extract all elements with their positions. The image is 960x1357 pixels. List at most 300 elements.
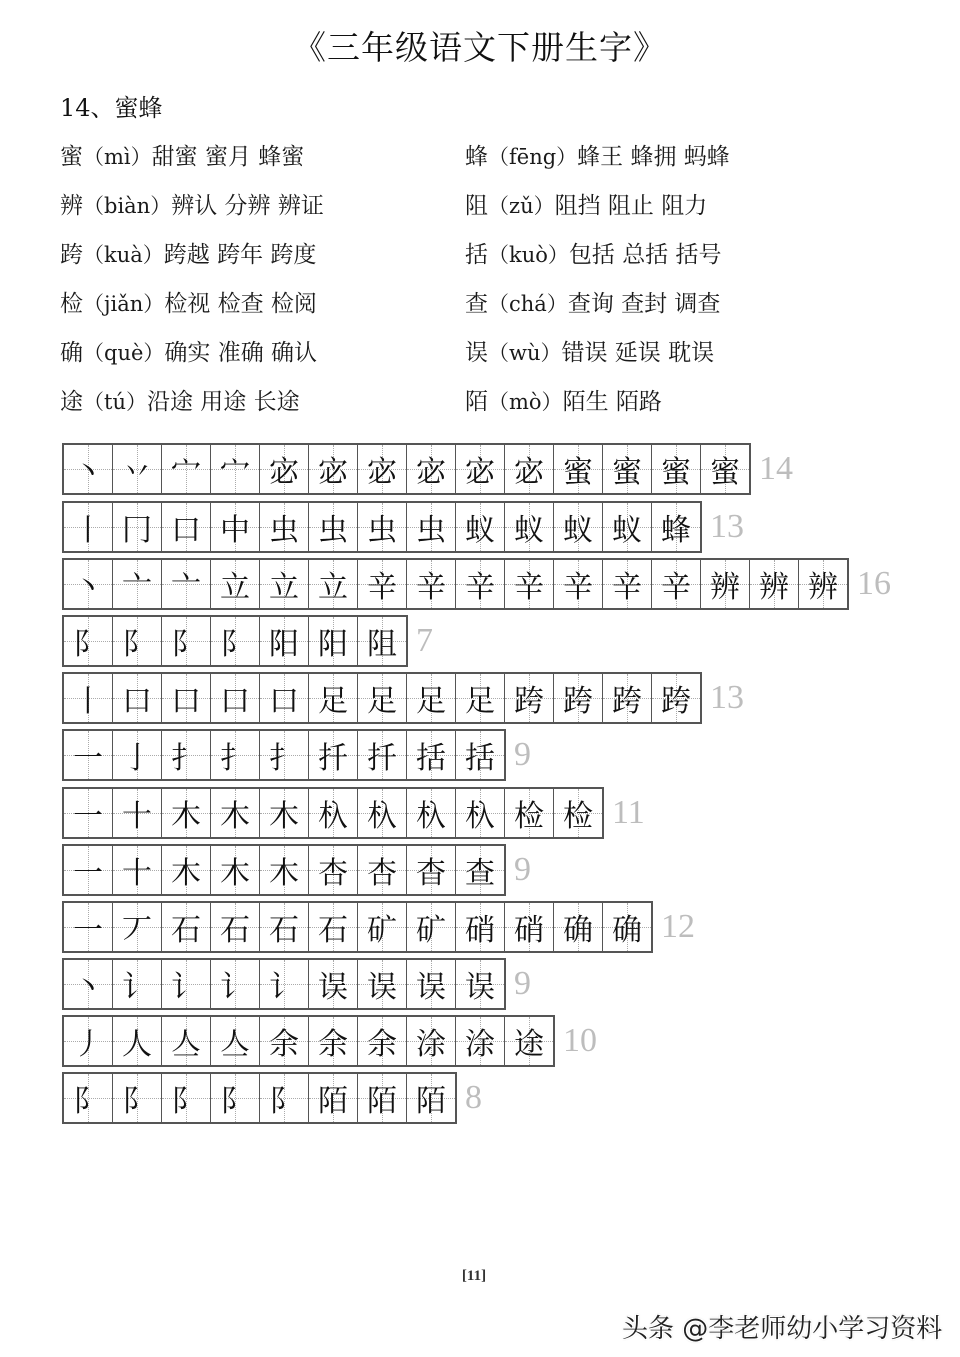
stroke-glyph: 中: [220, 513, 250, 548]
tianzige-cells: [62, 901, 653, 953]
vocab-entry: [60, 285, 317, 318]
stroke-glyph: 一: [73, 913, 103, 948]
stroke-glyph: 足: [465, 684, 495, 719]
stroke-cell: [309, 903, 358, 951]
stroke-cell: [162, 560, 211, 608]
stroke-cell: [456, 445, 505, 493]
stroke-glyph: 误: [318, 970, 348, 1005]
stroke-glyph: 跨: [563, 684, 593, 719]
vocab-words: 包括 总括 括号: [568, 242, 722, 268]
stroke-cell: [162, 789, 211, 837]
stroke-glyph: 亠: [171, 570, 201, 605]
stroke-cell: [309, 674, 358, 722]
stroke-glyph: 木: [220, 856, 250, 891]
stroke-glyph: 阝: [171, 1084, 201, 1119]
stroke-glyph: 石: [171, 913, 201, 948]
stroke-glyph: 宓: [416, 455, 446, 490]
stroke-cell: [162, 617, 211, 665]
vocab-char: 蜜: [60, 144, 83, 170]
stroke-cell: [260, 1074, 309, 1122]
stroke-glyph: 一: [73, 799, 103, 834]
stroke-cell: [260, 560, 309, 608]
stroke-cell: [505, 789, 554, 837]
stroke-glyph: 足: [367, 684, 397, 719]
stroke-cell: [309, 1017, 358, 1065]
vocab-char: 跨: [60, 242, 83, 268]
stroke-cell: [64, 789, 113, 837]
stroke-cell: [211, 846, 260, 894]
watermark: 头条 @李老师幼小学习资料: [622, 1314, 943, 1344]
stroke-cell: [113, 445, 162, 493]
stroke-glyph: 木: [171, 856, 201, 891]
stroke-glyph: 虫: [318, 513, 348, 548]
stroke-glyph: 蚁: [465, 513, 495, 548]
stroke-glyph: 辛: [661, 570, 691, 605]
stroke-row: [62, 616, 433, 666]
stroke-glyph: 宓: [269, 455, 299, 490]
stroke-cell: [113, 503, 162, 551]
stroke-cell: [799, 560, 847, 608]
stroke-cell: [162, 960, 211, 1008]
stroke-cell: [358, 1017, 407, 1065]
vocab-words: 辨认 分辨 辨证: [171, 193, 324, 219]
stroke-glyph: 余: [367, 1027, 397, 1062]
stroke-cell: [358, 1074, 407, 1122]
stroke-cell: [358, 674, 407, 722]
stroke-glyph: 检: [563, 799, 593, 834]
stroke-glyph: 虫: [367, 513, 397, 548]
stroke-cell: [554, 560, 603, 608]
stroke-cell: [260, 903, 309, 951]
stroke-cell: [309, 789, 358, 837]
stroke-glyph: 一: [73, 856, 103, 891]
stroke-glyph: 虫: [416, 513, 446, 548]
stroke-cell: [456, 731, 504, 779]
stroke-cell: [162, 903, 211, 951]
vocab-words: 确实 准确 确认: [164, 340, 318, 366]
stroke-glyph: 讠: [269, 970, 299, 1005]
vocab-pinyin: （mì）: [83, 145, 152, 169]
stroke-glyph: 蜜: [661, 455, 691, 490]
stroke-cell: [407, 560, 456, 608]
stroke-glyph: 立: [318, 570, 348, 605]
stroke-cell: [64, 617, 113, 665]
vocab-entry: [465, 138, 730, 171]
stroke-cell: [64, 1074, 113, 1122]
vocab-words: 检视 检查 检阅: [164, 291, 317, 317]
stroke-glyph: 查: [465, 856, 495, 891]
stroke-count: 16: [857, 565, 891, 602]
stroke-glyph: 蜂: [661, 513, 691, 548]
stroke-count: 9: [514, 851, 531, 888]
stroke-cell: [64, 731, 113, 779]
stroke-cell: [456, 560, 505, 608]
stroke-row: [62, 444, 793, 494]
stroke-glyph: 跨: [612, 684, 642, 719]
stroke-glyph: 辛: [612, 570, 642, 605]
stroke-glyph: 宀: [171, 455, 201, 490]
stroke-glyph: 口: [171, 684, 201, 719]
stroke-glyph: 宓: [465, 455, 495, 490]
stroke-glyph: 十: [122, 856, 152, 891]
vocab-char: 括: [465, 242, 488, 268]
stroke-glyph: 杁: [367, 799, 397, 834]
stroke-glyph: 口: [122, 684, 152, 719]
stroke-glyph: 足: [416, 684, 446, 719]
stroke-cell: [64, 846, 113, 894]
stroke-cell: [162, 445, 211, 493]
stroke-glyph: 余: [269, 1027, 299, 1062]
stroke-cell: [260, 674, 309, 722]
stroke-cell: [505, 1017, 553, 1065]
stroke-cell: [211, 960, 260, 1008]
page-number: [11]: [461, 1268, 487, 1284]
stroke-glyph: 丨: [73, 513, 103, 548]
vocab-char: 误: [465, 340, 488, 366]
stroke-glyph: 陌: [318, 1084, 348, 1119]
stroke-cell: [260, 731, 309, 779]
vocab-words: 查询 查封 调查: [567, 291, 721, 317]
stroke-cell: [358, 903, 407, 951]
stroke-glyph: 括: [465, 741, 495, 776]
stroke-cell: [701, 445, 749, 493]
stroke-glyph: 涂: [416, 1027, 446, 1062]
stroke-glyph: 蜜: [563, 455, 593, 490]
vocab-entry: [465, 383, 662, 416]
stroke-glyph: 辛: [563, 570, 593, 605]
stroke-glyph: 丶: [73, 970, 103, 1005]
vocab-entry: [465, 236, 722, 269]
stroke-cell: [456, 960, 504, 1008]
vocab-char: 确: [60, 340, 83, 366]
stroke-row: [62, 959, 531, 1009]
stroke-count: 13: [710, 508, 744, 545]
vocab-words: 甜蜜 蜜月 蜂蜜: [151, 144, 305, 170]
stroke-cell: [309, 846, 358, 894]
vocab-words: 错误 延误 耽误: [561, 340, 715, 366]
stroke-cell: [456, 846, 504, 894]
stroke-glyph: 阝: [73, 1084, 103, 1119]
stroke-cell: [113, 960, 162, 1008]
stroke-glyph: 扌: [220, 741, 250, 776]
stroke-glyph: 讠: [171, 970, 201, 1005]
vocab-pinyin: （fēng）: [488, 145, 578, 169]
stroke-cell: [113, 731, 162, 779]
stroke-cell: [407, 731, 456, 779]
vocab-words: 跨越 跨年 跨度: [163, 242, 317, 268]
stroke-cell: [211, 503, 260, 551]
stroke-glyph: 阝: [220, 627, 250, 662]
stroke-glyph: 检: [514, 799, 544, 834]
stroke-glyph: 辨: [759, 570, 789, 605]
vocab-pinyin: （biàn）: [83, 194, 172, 218]
stroke-glyph: 虫: [269, 513, 299, 548]
stroke-cell: [162, 846, 211, 894]
stroke-cell: [407, 903, 456, 951]
stroke-cell: [113, 846, 162, 894]
vocab-pinyin: （chá）: [488, 292, 568, 316]
stroke-row: [62, 502, 744, 552]
stroke-cell: [211, 903, 260, 951]
page-title: 《三年级语文下册生字》: [293, 28, 667, 67]
stroke-glyph: 矿: [416, 913, 446, 948]
stroke-cell: [211, 617, 260, 665]
stroke-glyph: 蚁: [563, 513, 593, 548]
vocab-entry: [465, 187, 707, 220]
stroke-glyph: 蚁: [514, 513, 544, 548]
stroke-cell: [554, 674, 603, 722]
stroke-cell: [162, 674, 211, 722]
stroke-cell: [456, 1017, 505, 1065]
stroke-glyph: 阝: [122, 627, 152, 662]
stroke-glyph: 宓: [367, 455, 397, 490]
stroke-glyph: 宓: [318, 455, 348, 490]
stroke-glyph: 硝: [514, 913, 544, 948]
stroke-cell: [358, 789, 407, 837]
stroke-cell: [260, 503, 309, 551]
stroke-glyph: 阻: [367, 627, 397, 662]
tianzige-cells: [62, 672, 702, 724]
stroke-cell: [211, 1074, 260, 1122]
stroke-row: [62, 788, 645, 838]
stroke-cell: [64, 560, 113, 608]
stroke-glyph: 阝: [220, 1084, 250, 1119]
stroke-glyph: 辛: [465, 570, 495, 605]
stroke-cell: [64, 503, 113, 551]
stroke-count: 13: [710, 679, 744, 716]
stroke-cell: [358, 445, 407, 493]
vocab-char: 陌: [465, 389, 488, 415]
stroke-cell: [358, 731, 407, 779]
vocab-char: 辨: [60, 193, 83, 219]
stroke-glyph: 陌: [367, 1084, 397, 1119]
stroke-glyph: 辨: [808, 570, 838, 605]
stroke-cell: [211, 1017, 260, 1065]
stroke-cell: [64, 903, 113, 951]
stroke-count: 8: [465, 1079, 482, 1116]
vocab-entry: [60, 138, 304, 171]
vocab-words: 陌生 陌路: [562, 389, 662, 415]
stroke-glyph: 宀: [220, 455, 250, 490]
stroke-cell: [407, 1074, 455, 1122]
tianzige-cells: [62, 615, 408, 667]
stroke-glyph: 辛: [367, 570, 397, 605]
stroke-cell: [407, 674, 456, 722]
vocab-words: 蜂王 蜂拥 蚂蜂: [577, 144, 730, 170]
stroke-cell: [113, 789, 162, 837]
stroke-count: 14: [759, 450, 793, 487]
stroke-cell: [358, 960, 407, 1008]
vocab-pinyin: （wù）: [488, 341, 562, 365]
tianzige-cells: [62, 1015, 555, 1067]
vocab-pinyin: （kuò）: [488, 243, 569, 267]
stroke-glyph: 十: [122, 799, 152, 834]
stroke-cell: [407, 445, 456, 493]
vocab-char: 蜂: [465, 144, 488, 170]
stroke-cell: [162, 1074, 211, 1122]
stroke-row: [62, 1073, 482, 1123]
stroke-glyph: 误: [367, 970, 397, 1005]
stroke-glyph: 扌: [171, 741, 201, 776]
stroke-glyph: 陌: [416, 1084, 446, 1119]
stroke-glyph: 跨: [514, 684, 544, 719]
stroke-cell: [260, 445, 309, 493]
stroke-glyph: 矿: [367, 913, 397, 948]
stroke-row: [62, 1016, 597, 1066]
vocab-pinyin: （mò）: [488, 390, 563, 414]
stroke-glyph: 杏: [367, 856, 397, 891]
stroke-cell: [603, 503, 652, 551]
tianzige-cells: [62, 501, 702, 553]
stroke-cell: [309, 503, 358, 551]
stroke-cell: [309, 560, 358, 608]
stroke-cell: [456, 674, 505, 722]
stroke-cell: [554, 503, 603, 551]
stroke-cell: [603, 903, 651, 951]
stroke-glyph: 木: [220, 799, 250, 834]
vocab-pinyin: （jiǎn）: [83, 292, 165, 316]
stroke-glyph: 辛: [514, 570, 544, 605]
vocab-words: 阻挡 阻止 阻力: [554, 193, 708, 219]
stroke-cell: [211, 560, 260, 608]
stroke-cell: [211, 445, 260, 493]
stroke-cell: [652, 503, 700, 551]
stroke-cell: [113, 1017, 162, 1065]
stroke-cell: [407, 1017, 456, 1065]
stroke-glyph: 立: [220, 570, 250, 605]
vocab-char: 检: [60, 291, 83, 317]
tianzige-cells: [62, 787, 604, 839]
stroke-cell: [64, 1017, 113, 1065]
stroke-glyph: 宓: [514, 455, 544, 490]
stroke-glyph: 丆: [122, 913, 152, 948]
stroke-glyph: 确: [563, 913, 593, 948]
stroke-glyph: 途: [514, 1027, 544, 1062]
stroke-glyph: 亼: [220, 1027, 250, 1062]
stroke-count: 10: [563, 1022, 597, 1059]
stroke-glyph: 杳: [416, 856, 446, 891]
stroke-glyph: 蜜: [612, 455, 642, 490]
stroke-glyph: 杏: [318, 856, 348, 891]
stroke-row: [62, 730, 531, 780]
stroke-cell: [652, 674, 700, 722]
stroke-count: 11: [612, 794, 645, 831]
stroke-glyph: 阳: [318, 627, 348, 662]
vocab-entry: [465, 285, 720, 318]
vocab-char: 查: [465, 291, 488, 317]
stroke-glyph: 扦: [318, 741, 348, 776]
stroke-row: [62, 902, 695, 952]
stroke-glyph: 杁: [465, 799, 495, 834]
stroke-count: 7: [416, 622, 433, 659]
stroke-glyph: 足: [318, 684, 348, 719]
stroke-glyph: 确: [612, 913, 642, 948]
stroke-cell: [358, 846, 407, 894]
stroke-cell: [505, 903, 554, 951]
stroke-glyph: 扦: [367, 741, 397, 776]
vocab-entry: [60, 236, 316, 269]
vocab-char: 途: [60, 389, 83, 415]
stroke-cell: [211, 731, 260, 779]
stroke-glyph: 石: [318, 913, 348, 948]
stroke-cell: [407, 960, 456, 1008]
vocab-words: 沿途 用途 长途: [146, 389, 300, 415]
stroke-glyph: 丷: [122, 455, 152, 490]
stroke-row: [62, 673, 744, 723]
stroke-glyph: 冂: [122, 513, 152, 548]
stroke-row: [62, 559, 891, 609]
stroke-cell: [309, 1074, 358, 1122]
stroke-cell: [309, 617, 358, 665]
stroke-cell: [113, 903, 162, 951]
stroke-glyph: 误: [416, 970, 446, 1005]
stroke-glyph: 讠: [220, 970, 250, 1005]
stroke-glyph: 硝: [465, 913, 495, 948]
stroke-glyph: 丶: [73, 455, 103, 490]
stroke-cell: [554, 903, 603, 951]
vocab-pinyin: （tú）: [83, 390, 147, 414]
stroke-cell: [162, 731, 211, 779]
tianzige-cells: [62, 844, 506, 896]
stroke-cell: [407, 789, 456, 837]
stroke-glyph: 亼: [171, 1027, 201, 1062]
vocab-entry: [60, 334, 317, 367]
stroke-cell: [505, 503, 554, 551]
stroke-cell: [64, 674, 113, 722]
stroke-cell: [309, 731, 358, 779]
stroke-glyph: 涂: [465, 1027, 495, 1062]
stroke-glyph: 口: [220, 684, 250, 719]
stroke-glyph: 阝: [122, 1084, 152, 1119]
vocab-char: 阻: [465, 193, 488, 219]
stroke-glyph: 人: [122, 1027, 152, 1062]
stroke-glyph: 丨: [73, 684, 103, 719]
stroke-glyph: 一: [73, 741, 103, 776]
stroke-cell: [309, 960, 358, 1008]
stroke-glyph: 误: [465, 970, 495, 1005]
stroke-cell: [456, 789, 505, 837]
stroke-cell: [554, 789, 602, 837]
stroke-glyph: 丶: [73, 570, 103, 605]
stroke-cell: [456, 503, 505, 551]
stroke-glyph: 阳: [269, 627, 299, 662]
stroke-glyph: 蚁: [612, 513, 642, 548]
stroke-cell: [505, 674, 554, 722]
stroke-glyph: 余: [318, 1027, 348, 1062]
stroke-cell: [701, 560, 750, 608]
stroke-cell: [260, 960, 309, 1008]
stroke-cell: [260, 617, 309, 665]
stroke-glyph: 石: [220, 913, 250, 948]
stroke-cell: [64, 445, 113, 493]
stroke-cell: [505, 445, 554, 493]
stroke-cell: [162, 1017, 211, 1065]
stroke-glyph: 木: [269, 856, 299, 891]
stroke-cell: [505, 560, 554, 608]
stroke-cell: [113, 617, 162, 665]
stroke-glyph: 木: [171, 799, 201, 834]
stroke-glyph: 木: [269, 799, 299, 834]
stroke-cell: [750, 560, 799, 608]
vocab-entry: [60, 383, 300, 416]
stroke-cell: [113, 560, 162, 608]
stroke-cell: [358, 560, 407, 608]
stroke-cell: [309, 445, 358, 493]
stroke-count: 9: [514, 736, 531, 773]
stroke-cell: [113, 674, 162, 722]
stroke-cell: [64, 960, 113, 1008]
stroke-cell: [456, 903, 505, 951]
